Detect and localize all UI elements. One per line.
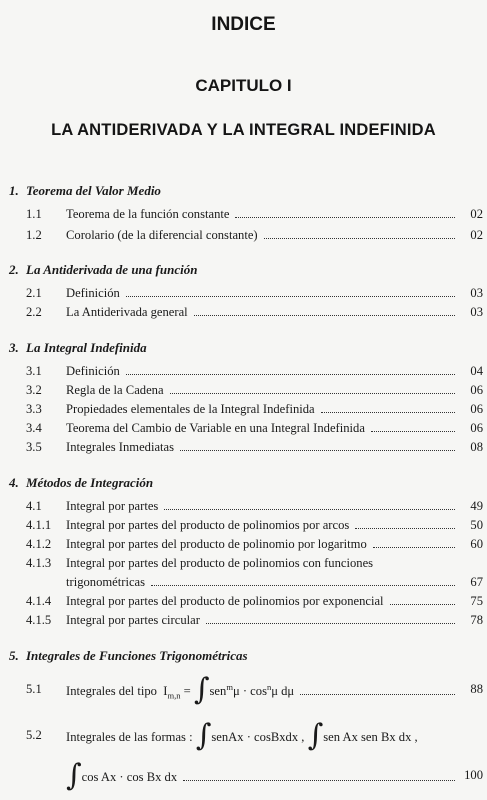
entry-title: Integral por partes del producto de polinomio por logaritmo (66, 537, 367, 551)
entry-number: 4.1.5 (26, 613, 52, 627)
formula: senAx · cosBxdx , (211, 729, 305, 744)
entry-number: 3.4 (26, 421, 42, 435)
entry-page: 06 (470, 402, 483, 416)
section-number: 2. (9, 262, 19, 277)
entry-page: 67 (470, 575, 483, 589)
formula: sen Ax sen Bx dx , (323, 729, 418, 744)
entry-number: 4.1.3 (26, 556, 52, 570)
toc-entry[interactable] (0, 207, 487, 225)
leader-dots (126, 373, 455, 375)
entry-page: 03 (470, 305, 483, 319)
section-title: Métodos de Integración (26, 475, 154, 490)
integral-sign-icon: ∫ (195, 718, 212, 753)
toc-entry[interactable] (0, 440, 487, 458)
chapter-title: LA ANTIDERIVADA Y LA INTEGRAL INDEFINIDA (51, 121, 436, 139)
section-heading (9, 262, 197, 278)
section-title: Teorema del Valor Medio (26, 183, 161, 198)
entry-title-text: Integrales del tipo (66, 684, 157, 699)
entry-title-continued (66, 758, 178, 793)
entry-title: Definición (66, 364, 120, 378)
toc-entry-number (0, 556, 60, 574)
entry-page: 08 (470, 440, 483, 454)
leader-dots (164, 508, 455, 510)
entry-page: 06 (470, 383, 483, 397)
entry-page: 02 (470, 228, 483, 242)
entry-page: 02 (470, 207, 483, 221)
toc-entry[interactable] (0, 364, 487, 382)
entry-title: Regla de la Cadena (66, 383, 164, 397)
leader-dots (355, 527, 455, 529)
entry-page: 78 (470, 613, 483, 627)
integral-sign-icon: ∫ (307, 718, 324, 753)
section-number: 4. (9, 475, 19, 490)
entry-number: 4.1.4 (26, 594, 52, 608)
leader-dots (206, 622, 455, 624)
toc-entry[interactable] (0, 613, 487, 631)
chapter-heading: CAPITULO I (195, 76, 292, 95)
entry-title (66, 672, 295, 708)
toc-entry[interactable] (0, 499, 487, 517)
leader-dots (264, 237, 455, 239)
entry-number: 5.2 (26, 728, 42, 742)
toc-entry[interactable] (0, 421, 487, 439)
section-title: La Antiderivada de una función (26, 262, 198, 277)
toc-entry[interactable] (0, 594, 487, 612)
toc-entry[interactable] (0, 305, 487, 323)
toc-entry[interactable] (0, 537, 487, 555)
entry-page: 49 (470, 499, 483, 513)
entry-page: 03 (470, 286, 483, 300)
section-heading (9, 340, 147, 356)
leader-dots (170, 392, 455, 394)
entry-page: 04 (470, 364, 483, 378)
leader-dots (126, 295, 455, 297)
leader-dots (194, 314, 455, 316)
entry-title: Corolario (de la diferencial constante) (66, 228, 258, 242)
toc-entry[interactable] (0, 758, 487, 793)
entry-title: Integrales de las formas : ∫senAx · cosBxdx , ∫sen Ax sen Bx dx , (66, 718, 418, 753)
entry-number: 3.5 (26, 440, 42, 454)
entry-title: Integral por partes (66, 499, 159, 513)
entry-title: Integral por partes circular (66, 613, 200, 627)
entry-number: 2.1 (26, 286, 42, 300)
entry-number: 1.2 (26, 228, 42, 242)
section-number: 3. (9, 340, 19, 355)
entry-page: 100 (464, 768, 483, 782)
leader-dots (373, 546, 455, 548)
entry-title: La Antiderivada general (66, 305, 188, 319)
entry-title: Integral por partes del producto de polinomios con funciones (66, 556, 374, 570)
leader-dots (390, 603, 455, 605)
entry-title: Propiedades elementales de la Integral Indefinida (66, 402, 315, 416)
section-heading (9, 475, 153, 491)
section-title: Integrales de Funciones Trigonométricas (26, 648, 248, 663)
entry-page: 88 (470, 682, 483, 696)
toc-entry[interactable] (0, 286, 487, 304)
section-heading (9, 648, 248, 664)
entry-number: 4.1.1 (26, 518, 52, 532)
section-heading (9, 183, 161, 199)
entry-page: 60 (470, 537, 483, 551)
section-number: 1. (9, 183, 19, 198)
entry-number: 3.2 (26, 383, 42, 397)
integral-sign-icon: ∫ (66, 758, 82, 793)
entry-title: Teorema de la función constante (66, 207, 230, 221)
entry-page: 50 (470, 518, 483, 532)
toc-entry[interactable] (0, 228, 487, 246)
toc-entry[interactable] (0, 383, 487, 401)
entry-title-continued: trigonométricas (66, 575, 146, 589)
leader-dots (300, 693, 455, 695)
leader-dots (235, 216, 455, 218)
entry-page: 06 (470, 421, 483, 435)
entry-title: Integral por partes del producto de polinomios por arcos (66, 518, 350, 532)
entry-number: 3.3 (26, 402, 42, 416)
leader-dots (151, 584, 455, 586)
toc-entry[interactable] (0, 575, 487, 593)
entry-title: Integral por partes del producto de polinomios por exponencial (66, 594, 384, 608)
entry-number: 1.1 (26, 207, 42, 221)
entry-number: 2.2 (26, 305, 42, 319)
entry-number: 4.1.2 (26, 537, 52, 551)
toc-entry[interactable] (0, 672, 487, 708)
entry-number: 5.1 (26, 682, 42, 696)
toc-entry[interactable] (0, 718, 487, 753)
entry-number: 3.1 (26, 364, 42, 378)
leader-dots (321, 411, 455, 413)
toc-entry[interactable] (0, 518, 487, 536)
entry-number: 4.1 (26, 499, 42, 513)
leader-dots (183, 779, 455, 781)
leader-dots (180, 449, 455, 451)
leader-dots (371, 430, 455, 432)
entry-title: Integrales Inmediatas (66, 440, 175, 454)
page-title: INDICE (211, 14, 276, 35)
integral-sign-icon: ∫ (193, 672, 210, 708)
entry-page: 75 (470, 594, 483, 608)
toc-entry[interactable] (0, 402, 487, 420)
section-title: La Integral Indefinida (26, 340, 147, 355)
entry-title: Teorema del Cambio de Variable en una Integral Indefinida (66, 421, 365, 435)
section-number: 5. (9, 648, 19, 663)
formula: $I_{m,n} = \int sen^m\mu \cdot \cos^n\mu$ dμ (163, 672, 295, 708)
formula: cos Ax · cos Bx dx (81, 769, 178, 784)
entry-title: Definición (66, 286, 120, 300)
